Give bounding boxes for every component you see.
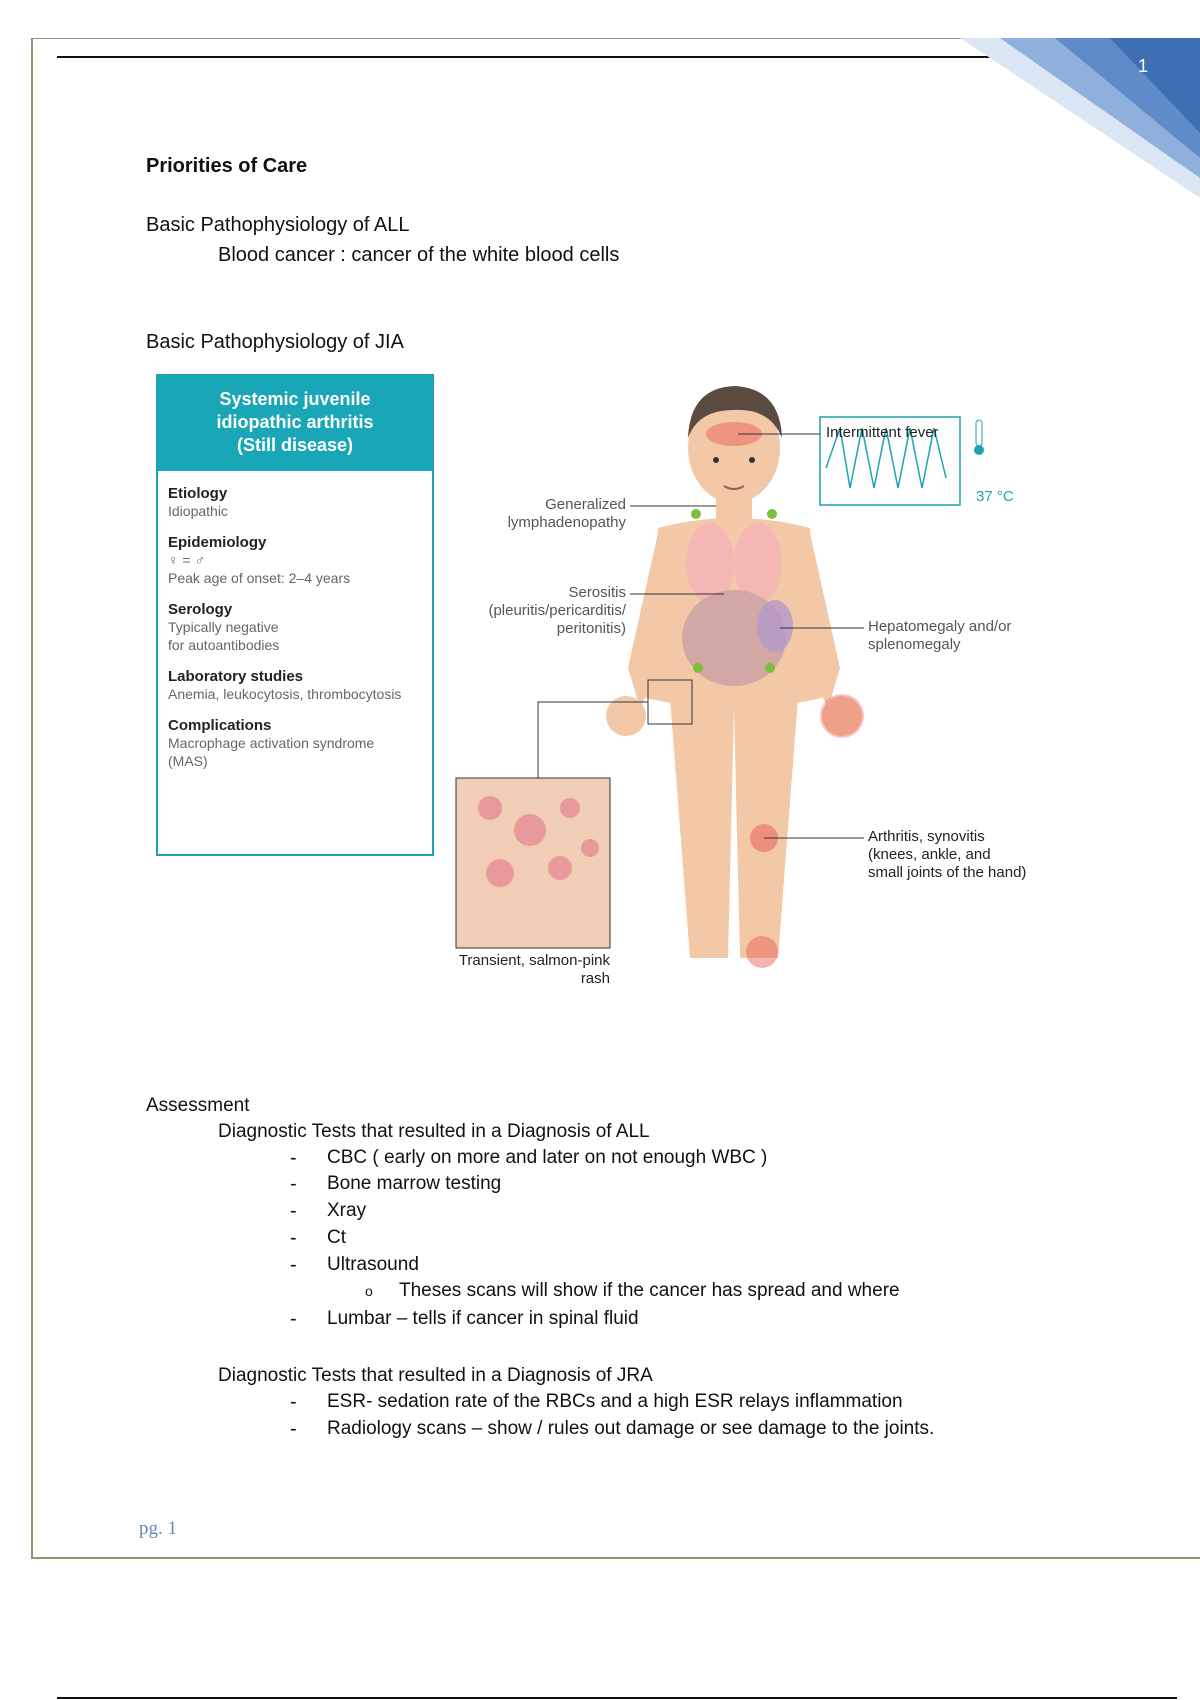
next-page-rule [57,1697,1177,1699]
list-dash: - [290,1254,297,1276]
jra-tests-heading: Diagnostic Tests that resulted in a Diagnosis of JRA [218,1365,653,1386]
list-item-lumbar: Lumbar – tells if cancer in spinal fluid [327,1308,639,1329]
card-section-complications: Complications Macrophage activation syndrome (MAS) [168,717,375,769]
list-dash: - [290,1173,297,1195]
list-item: Ct [327,1227,346,1248]
list-dash: - [290,1147,297,1169]
list-dash: - [290,1391,297,1413]
jia-figure [150,368,1050,1008]
child-body-illustration [150,368,1050,1008]
label-temperature: 37 °C [976,488,1014,505]
page-number: 1 [1137,56,1148,76]
list-dash: - [290,1200,297,1222]
list-item: Radiology scans – show / rules out damage or see damage to the joints. [327,1418,935,1439]
card-section-laboratory: Laboratory studies Anemia, leukocytosis, thrombocytosis [168,668,402,702]
all-heading: Basic Pathophysiology of ALL [146,214,410,236]
label-hepatomegaly: Hepatomegaly and/or splenomegaly [868,618,1012,653]
section-title: Priorities of Care [146,155,308,177]
all-description: Blood cancer : cancer of the white blood cells [218,244,620,266]
assessment-heading: Assessment [146,1095,250,1116]
list-dash: - [290,1227,297,1249]
card-section-epidemiology: Epidemiology ♀ = ♂ Peak age of onset: 2–4 years [168,534,351,586]
list-item: Bone marrow testing [327,1173,502,1194]
card-section-etiology: Etiology Idiopathic [168,485,228,519]
label-arthritis: Arthritis, synovitis (knees, ankle, and small joints of the hand) [868,828,1027,881]
list-item: Ultrasound [327,1254,419,1275]
label-rash: Transient, salmon-pink rash [458,952,610,987]
card-section-serology: Serology Typically negative for autoantibodies [168,601,280,653]
list-item: Xray [327,1200,367,1221]
label-fever: Intermittent fever [826,424,939,441]
list-dash: - [290,1418,297,1440]
corner-decoration [960,38,1200,198]
label-serositis: Serositis (pleuritis/pericarditis/ peritonitis) [488,584,626,637]
list-dash: - [290,1308,297,1330]
list-item: ESR- sedation rate of the RBCs and a high ESR relays inflammation [327,1391,903,1412]
scan-note: Theses scans will show if the cancer has spread and where [399,1280,900,1301]
label-lymph: Generalized lymphadenopathy [507,496,626,531]
list-item: CBC ( early on more and later on not enough WBC ) [327,1147,768,1168]
card-title: Systemic juvenile idiopathic arthritis (Still disease) [158,376,432,471]
jia-heading: Basic Pathophysiology of JIA [146,331,404,353]
all-tests-heading: Diagnostic Tests that resulted in a Diagnosis of ALL [218,1121,650,1142]
page-footer: pg. 1 [139,1518,177,1539]
sub-bullet: o [365,1283,373,1299]
